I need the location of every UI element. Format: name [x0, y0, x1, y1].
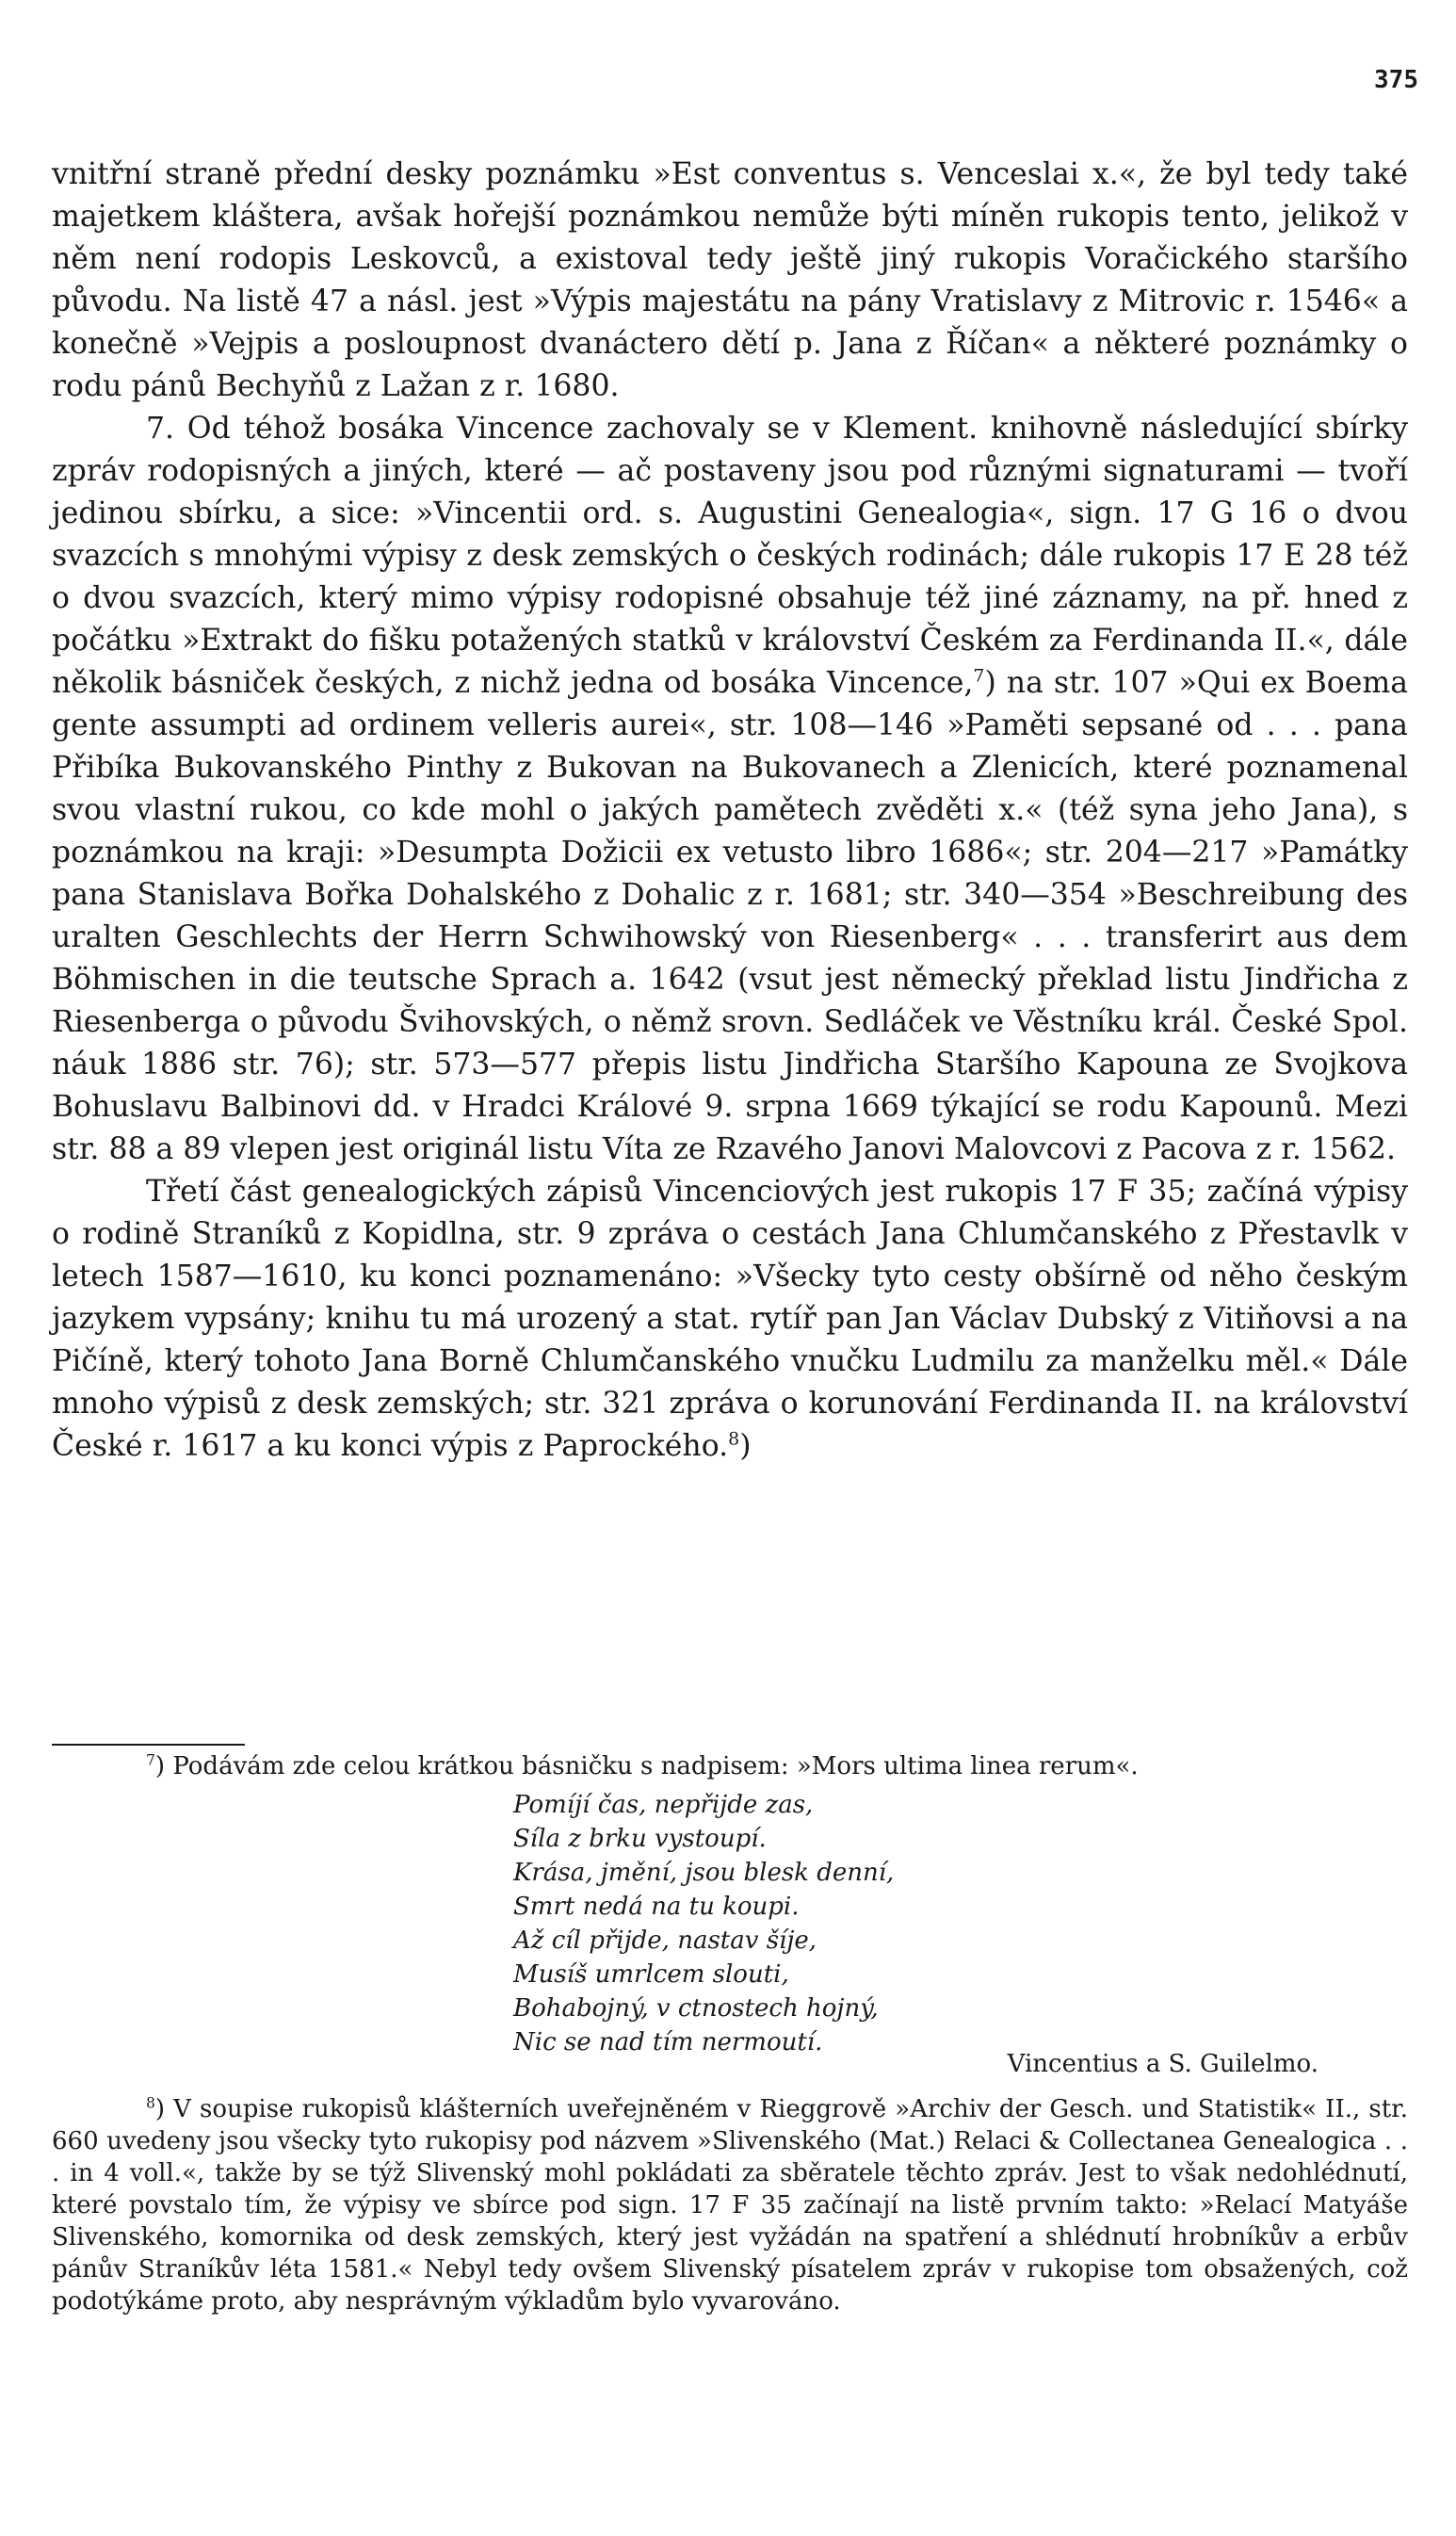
- footnote-ref: 8: [728, 1428, 740, 1450]
- footnotes: [52, 1750, 1408, 2317]
- poem-line: Síla z brku vystoupí.: [513, 1825, 767, 1853]
- footnote-text: ) V soupise rukopisů klášterních uveřejněném v Rieggrově »Archiv der Gesch. und Statistik« II., str. 660 uvedeny jsou všecky tyto rukopisy pod názvem »Slivenského (Mat.) Relaci & Collectanea Genealogica . . . in 4 voll.«, takže by se týž Slivenský mohl pokládati za sběratele těchto zpráv. Jest to však nedohlédnutí, které povstalo tím, že výpisy ve sbírce pod sign. 17 F 35 začínají na listě prvním takto: »Relací Matyáše Slivenského, komornika od desk zemských, který jest vyžádán na spatření a shlédnutí hrobníkův a erbův pánův Straníkův léta 1581.« Nebyl tedy ovšem Slivenský písatelem zpráv v rukopise tom obsažených, což podotýkáme proto, aby nesprávným výkladům bylo vyvarováno.: [52, 2095, 1408, 2316]
- footnote-mark: 8: [146, 2094, 155, 2112]
- footnote-7: [52, 1750, 1408, 1782]
- footnote-text: ) Podávám zde celou krátkou básničku s nadpisem: »Mors ultima linea rerum«.: [154, 1752, 1139, 1780]
- page-number: 375: [1374, 66, 1418, 94]
- poem-line: Pomíjí čas, nepřijde zas,: [513, 1791, 814, 1819]
- poem-signature: Vincentius a S. Guilelmo.: [1007, 2050, 1318, 2078]
- footnote-divider: [52, 1744, 245, 1746]
- paragraph-text: 7. Od téhož bosáka Vincence zachovaly se v Klement. knihovně následující sbírky zpráv rodopisných a jiných, které — ač postaveny jsou pod různými signaturami — tvoří jedinou sbírku, a sice: »Vincentii ord. s. Augustini Genealogia«, sign. 17 G 16 o dvou svazcích s mnohými výpisy z desk zemských o českých rodinách; dále rukopis 17 E 28 též o dvou svazcích, který mimo výpisy rodopisné obsahuje též jiné záznamy, na př. hned z počátku »Extrakt do fišku potažených statků v království Českém za Ferdinanda II.«, dále několik básniček českých, z nichž jedna od bosáka Vincence,: [52, 412, 1408, 700]
- poem-line: Krása, jmění, jsou blesk denní,: [513, 1859, 895, 1887]
- paragraph: [52, 408, 1408, 1171]
- poem-line: Nic se nad tím nermoutí.: [513, 2028, 823, 2056]
- paragraph: [52, 1171, 1408, 1468]
- paragraph: vnitřní straně přední desky poznámku »Est conventus s. Venceslai x.«, že byl tedy také majetkem kláštera, avšak hořejší poznámkou nemůže býti míněn rukopis tento, jelikož v něm není rodopis Leskovců, a existoval tedy ještě jiný rukopis Voračického staršího původu. Na listě 47 a násl. jest »Výpis majestátu na pány Vratislavy z Mitrovic r. 1546« a konečně »Vejpis a posloupnost dvanáctero dětí p. Jana z Říčan« a některé poznámky o rodu pánů Bechyňů z Lažan z r. 1680.: [52, 157, 1408, 403]
- poem: [513, 1788, 1408, 2059]
- poem-line: Bohabojný, v ctnostech hojný,: [513, 1994, 879, 2023]
- footnote-8: [52, 2093, 1408, 2317]
- footnote-ref: 7: [973, 665, 985, 687]
- paragraph-text: Třetí část genealogických zápisů Vincenciových jest rukopis 17 F 35; začíná výpisy o rodině Straníků z Kopidlna, str. 9 zpráva o cestách Jana Chlumčanského z Přestavlk v letech 1587—1610, ku konci poznamenáno: »Všecky tyto cesty obšírně od něho českým jazykem vypsány; knihu tu má urozený a stat. rytíř pan Jan Václav Dubský z Vitiňovsi a na Pičíně, který tohoto Jana Borně Chlumčanského vnučku Ludmilu za manželku měl.« Dále mnoho výpisů z desk zemských; str. 321 zpráva o korunování Ferdinanda II. na království České r. 1617 a ku konci výpis z Paprockého.: [52, 1175, 1408, 1463]
- paragraph-text: ): [739, 1429, 752, 1463]
- body-text: [52, 154, 1408, 1468]
- poem-line: Smrt nedá na tu koupi.: [513, 1893, 800, 1921]
- paragraph-text: ) na str. 107 »Qui ex Boema gente assumpti ad ordinem velleris aurei«, str. 108—146 »Paměti sepsané od . . . pana Přibíka Bukovanského Pinthy z Bukovan na Bukovanech a Zlenicích, které poznamenal svou vlastní rukou, co kde mohl o jakých pamětech zvěděti x.« (též syna jeho Jana), s poznámkou na kraji: »Desumpta Dožicii ex vetusto libro 1686«; str. 204—217 »Památky pana Stanislava Bořka Dohalského z Dohalic z r. 1681; str. 340—354 »Beschreibung des uralten Geschlechts der Herrn Schwihowský von Riesenberg« . . . transferirt aus dem Böhmischen in die teutsche Sprach a. 1642 (vsut jest německý překlad listu Jindřicha z Riesenberga o původu Švihovských, o němž srovn. Sedláček ve Věstníku král. České Spol. náuk 1886 str. 76); str. 573—577 přepis listu Jindřicha Staršího Kapouna ze Svojkova Bohuslavu Balbinovi dd. v Hradci Králové 9. srpna 1669 týkající se rodu Kapounů. Mezi str. 88 a 89 vlepen jest originál listu Víta ze Rzavého Janovi Malovcovi z Pacova z r. 1562.: [52, 666, 1408, 1166]
- poem-line: Až cíl přijde, nastav šíje,: [513, 1926, 817, 1955]
- poem-line: Musíš umrlcem slouti,: [513, 1960, 789, 1989]
- footnote-mark: 7: [146, 1751, 155, 1769]
